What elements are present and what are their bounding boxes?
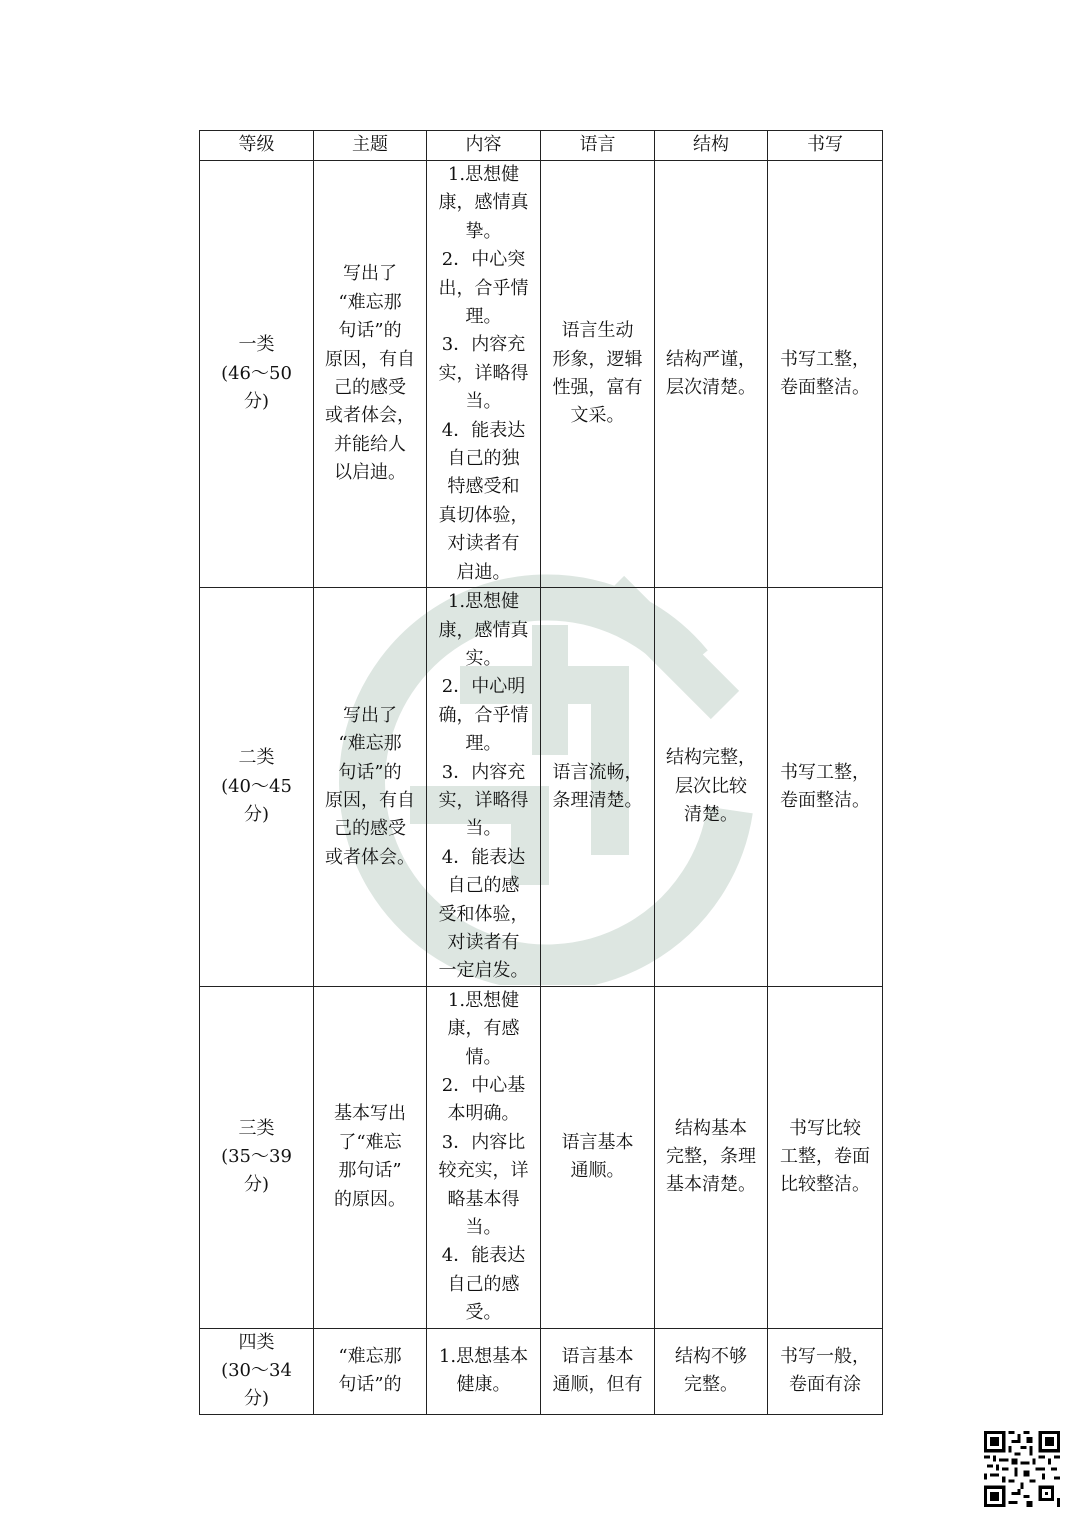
structure-text: 结构基本 完整，条理 基本清楚。 bbox=[666, 1117, 756, 1196]
qr-code-icon bbox=[984, 1431, 1060, 1507]
language-cell bbox=[541, 1328, 655, 1414]
table-row bbox=[200, 588, 883, 987]
language-text: 语言基本 通顺，但有 bbox=[552, 1345, 643, 1396]
theme-cell bbox=[314, 588, 427, 987]
table-row bbox=[200, 986, 883, 1328]
content-cell bbox=[427, 1328, 541, 1414]
header-content: 内容 bbox=[427, 131, 541, 161]
header-theme: 主题 bbox=[314, 131, 427, 161]
writing-text: 书写工整， 卷面整洁。 bbox=[780, 348, 870, 399]
writing-text: 书写一般， 卷面有涂 bbox=[780, 1345, 870, 1396]
content-cell bbox=[427, 161, 541, 588]
content-cell bbox=[427, 986, 541, 1328]
grade-cell bbox=[200, 1328, 314, 1414]
structure-cell bbox=[655, 986, 768, 1328]
writing-cell bbox=[768, 986, 883, 1328]
theme-text: 写出了 “难忘那 句话”的 原因，有自 己的感受 或者体会， 并能给人 以启迪。 bbox=[325, 263, 415, 484]
scoring-rubric-table bbox=[199, 130, 883, 1415]
grade-text: 三类 (35～39 分) bbox=[221, 1117, 292, 1196]
structure-text: 结构严谨， 层次清楚。 bbox=[666, 348, 756, 399]
structure-cell bbox=[655, 1328, 768, 1414]
table-row bbox=[200, 1328, 883, 1414]
theme-cell bbox=[314, 161, 427, 588]
content-text: 1.思想健 康，有感 情。 2．中心基 本明确。 3．内容比 较充实，详 略基本得 当。 4．能表达 自己的感 受。 bbox=[438, 989, 529, 1324]
writing-cell bbox=[768, 588, 883, 987]
content-text: 1.思想健 康，感情真 挚。 2．中心突 出，合乎情 理。 3．内容充 实，详略得 当。 4．能表达 自己的独 特感受和 真切体验， 对读者有 启迪。 bbox=[438, 164, 529, 583]
writing-cell bbox=[768, 1328, 883, 1414]
structure-text: 结构完整， 层次比较 清楚。 bbox=[666, 747, 756, 826]
language-text: 语言流畅， 条理清楚。 bbox=[552, 761, 643, 811]
structure-text: 结构不够 完整。 bbox=[675, 1345, 747, 1396]
theme-text: 基本写出 了“难忘 那句话” 的原因。 bbox=[334, 1103, 406, 1210]
table-row bbox=[200, 161, 883, 588]
grade-cell bbox=[200, 588, 314, 987]
grade-text: 一类 (46～50 分) bbox=[221, 334, 292, 413]
grade-text: 二类 (40～45 分) bbox=[221, 747, 292, 826]
theme-text: 写出了 “难忘那 句话”的 原因，有自 己的感受 或者体会。 bbox=[325, 704, 415, 868]
language-text: 语言基本 通顺。 bbox=[561, 1131, 634, 1182]
theme-text: “难忘那 句话”的 bbox=[338, 1345, 402, 1396]
table-header-row bbox=[200, 131, 883, 161]
grade-cell bbox=[200, 161, 314, 588]
language-cell bbox=[541, 588, 655, 987]
theme-cell bbox=[314, 986, 427, 1328]
theme-cell bbox=[314, 1328, 427, 1414]
structure-cell bbox=[655, 161, 768, 588]
grade-text: 四类 (30～34 分) bbox=[221, 1331, 292, 1410]
writing-text: 书写比较 工整，卷面 比较整洁。 bbox=[780, 1117, 870, 1196]
header-language: 语言 bbox=[541, 131, 655, 161]
language-cell bbox=[541, 986, 655, 1328]
grade-cell bbox=[200, 986, 314, 1328]
structure-cell bbox=[655, 588, 768, 987]
writing-text: 书写工整， 卷面整洁。 bbox=[780, 761, 870, 811]
content-text: 1.思想基本 健康。 bbox=[438, 1345, 529, 1396]
language-text: 语言生动 形象，逻辑 性强，富有 文采。 bbox=[552, 320, 643, 427]
header-structure: 结构 bbox=[655, 131, 768, 161]
language-cell bbox=[541, 161, 655, 588]
writing-cell bbox=[768, 161, 883, 588]
content-cell bbox=[427, 588, 541, 987]
header-grade: 等级 bbox=[200, 131, 314, 161]
content-text: 1.思想健 康，感情真 实。 2．中心明 确，合乎情 理。 3．内容充 实，详略得 当。 4．能表达 自己的感 受和体验， 对读者有 一定启发。 bbox=[438, 591, 529, 982]
header-writing: 书写 bbox=[768, 131, 883, 161]
